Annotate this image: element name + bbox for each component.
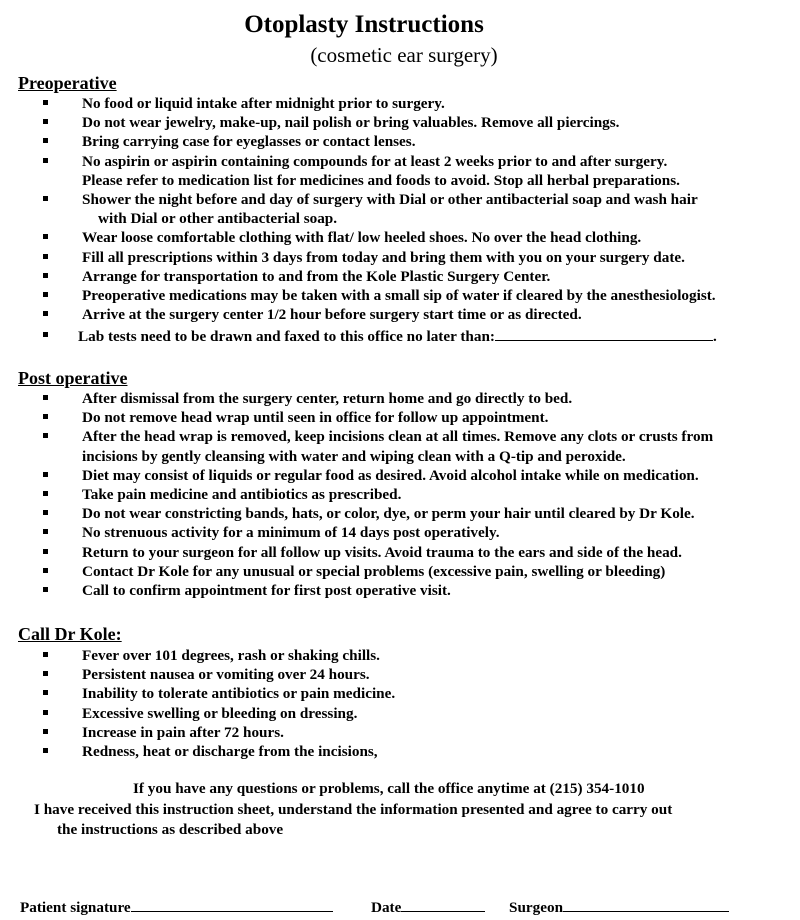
list-item: Return to your surgeon for all follow up visits. Avoid trauma to the ears and side of the head.	[0, 543, 713, 562]
surgeon-label: Surgeon	[509, 899, 564, 916]
list-item: Inability to tolerate antibiotics or pain medicine.	[0, 684, 395, 703]
bullet-icon	[43, 292, 48, 297]
bullet-icon	[43, 138, 48, 143]
postoperative-heading: Post operative	[18, 368, 128, 388]
list-item: Do not remove head wrap until seen in office for follow up appointment.	[0, 408, 713, 427]
list-item: No aspirin or aspirin containing compounds for at least 2 weeks prior to and after surgery. Please refer to medication list for medicines and foods to avoid. Stop all herbal preparations.	[0, 152, 716, 190]
list-item: Preoperative medications may be taken with a small sip of water if cleared by the anesthesiologist.	[0, 286, 716, 305]
list-item: Contact Dr Kole for any unusual or special problems (excessive pain, swelling or bleeding)	[0, 562, 713, 581]
bullet-icon	[43, 395, 48, 400]
surgeon-signature-field[interactable]	[563, 897, 729, 912]
bullet-icon	[43, 196, 48, 201]
preoperative-heading: Preoperative	[18, 73, 117, 93]
list-item: Shower the night before and day of surgery with Dial or other antibacterial soap and wash hair with Dial or other antibacterial soap.	[0, 190, 716, 228]
list-item: Do not wear constricting bands, hats, or color, dye, or perm your hair until cleared by Dr Kole.	[0, 504, 713, 523]
list-item: Bring carrying case for eyeglasses or contact lenses.	[0, 132, 716, 151]
lab-tests-line: Lab tests need to be drawn and faxed to this office no later than: .	[78, 328, 717, 345]
list-item: Excessive swelling or bleeding on dressing.	[0, 704, 395, 723]
patient-signature-group	[20, 897, 333, 917]
list-item: Arrive at the surgery center 1/2 hour before surgery start time or as directed.	[0, 305, 716, 324]
list-item: Wear loose comfortable clothing with flat/ low heeled shoes. No over the head clothing.	[0, 228, 716, 247]
consent-line-2: the instructions as described above	[57, 821, 284, 838]
list-item: Do not wear jewelry, make-up, nail polish or bring valuables. Remove all piercings.	[0, 113, 716, 132]
list-item: No food or liquid intake after midnight prior to surgery.	[0, 94, 716, 113]
bullet-icon	[43, 158, 48, 163]
preoperative-list	[0, 94, 716, 324]
bullet-icon	[43, 273, 48, 278]
bullet-icon	[43, 311, 48, 316]
list-item: Arrange for transportation to and from the Kole Plastic Surgery Center.	[0, 267, 716, 286]
list-item: Call to confirm appointment for first post operative visit.	[0, 581, 713, 600]
list-item: Fever over 101 degrees, rash or shaking chills.	[0, 646, 395, 665]
bullet-icon	[43, 254, 48, 259]
contact-line: If you have any questions or problems, call the office anytime at (215) 354-1010	[133, 780, 645, 797]
page-subtitle: (cosmetic ear surgery)	[310, 43, 498, 67]
list-item: After dismissal from the surgery center, return home and go directly to bed.	[0, 389, 713, 408]
list-item: Diet may consist of liquids or regular food as desired. Avoid alcohol intake while on medication.	[0, 466, 713, 485]
date-label: Date	[371, 899, 402, 916]
list-item: Take pain medicine and antibiotics as prescribed.	[0, 485, 713, 504]
date-field[interactable]	[401, 897, 485, 912]
lab-date-blank[interactable]	[495, 326, 713, 341]
date-group	[371, 897, 485, 917]
list-item: Redness, heat or discharge from the incisions,	[0, 742, 395, 761]
bullet-icon	[43, 100, 48, 105]
bullet-icon	[43, 414, 48, 419]
bullet-icon	[43, 587, 48, 592]
postoperative-list	[0, 389, 713, 600]
list-item: Persistent nausea or vomiting over 24 hours.	[0, 665, 395, 684]
bullet-icon	[43, 510, 48, 515]
bullet-icon	[43, 529, 48, 534]
bullet-icon	[43, 568, 48, 573]
bullet-icon	[43, 652, 48, 657]
surgeon-group	[509, 897, 729, 917]
list-item: No strenuous activity for a minimum of 14 days post operatively.	[0, 523, 713, 542]
consent-line-1: I have received this instruction sheet, understand the information presented and agree to carry out	[34, 801, 673, 818]
call-dr-kole-heading: Call Dr Kole:	[18, 624, 122, 644]
patient-signature-field[interactable]	[131, 897, 333, 912]
bullet-icon	[43, 729, 48, 734]
list-item: Increase in pain after 72 hours.	[0, 723, 395, 742]
bullet-icon	[43, 433, 48, 438]
bullet-icon	[43, 748, 48, 753]
bullet-icon	[43, 671, 48, 676]
bullet-icon	[43, 234, 48, 239]
bullet-icon	[43, 332, 48, 337]
list-item: Fill all prescriptions within 3 days from today and bring them with you on your surgery date.	[0, 248, 716, 267]
page-title: Otoplasty Instructions	[244, 11, 484, 38]
list-item: After the head wrap is removed, keep incisions clean at all times. Remove any clots or crusts from incisions by gently cleansing with water and wiping clean with a Q-tip and peroxide.	[0, 427, 713, 465]
call-dr-kole-list	[0, 646, 395, 761]
bullet-icon	[43, 491, 48, 496]
bullet-icon	[43, 549, 48, 554]
bullet-icon	[43, 472, 48, 477]
patient-signature-label: Patient signature	[20, 899, 131, 916]
bullet-icon	[43, 119, 48, 124]
bullet-icon	[43, 690, 48, 695]
bullet-icon	[43, 710, 48, 715]
